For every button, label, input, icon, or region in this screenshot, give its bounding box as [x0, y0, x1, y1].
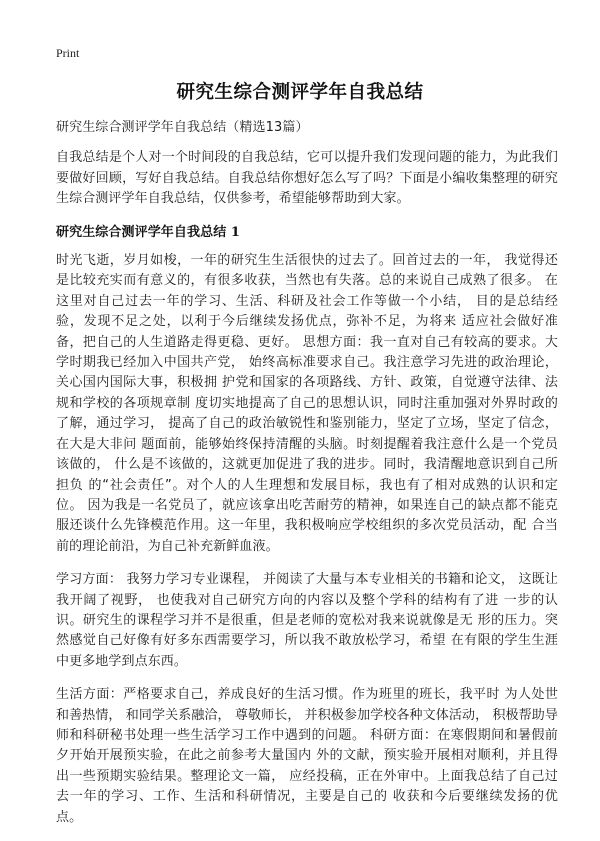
page-title: 研究生综合测评学年自我总结: [176, 82, 424, 103]
intro-paragraph: 自我总结是个人对一个时间段的自我总结，它可以提升我们发现问题的能力，为此我们要做好回顾，写好自我总结。自我总结你想好怎么写了吗？下面是小编收集整理的研究生综合测评学年自我总结，仅供参考，希望能够帮助到大家。: [56, 150, 558, 207]
print-link[interactable]: Print: [56, 46, 80, 60]
body-paragraph-3: 生活方面：严格要求自己，养成良好的生活习惯。作为班里的班长，我平时 为人处世和善热情， 和同学关系融洽， 尊敬师长， 并积极参加学校各种文体活动， 积极帮助导师和科研秘书处理一些生活学习工作中遇到的问题。 科研方面：在寒假期间和暑假前夕开始开展预实验，在此之前参考大量国内 外的文献，预实验开展相对顺利，并且得出一些预期实验结果。整理论文一篇， 应经投稿，正在外审中。上面我总结了自己过去一年的学习、工作、生活和科研情况，主要是自己的 收获和今后要继续发扬的优点。: [56, 687, 558, 825]
subtitle: 研究生综合测评学年自我总结（精选13篇）: [56, 120, 309, 135]
body-paragraph-2: 学习方面： 我努力学习专业课程， 并阅读了大量与本专业相关的书籍和论文， 这既让我开阔了视野， 也使我对自己研究方向的内容以及整个学科的结构有了进 一步的认识。研究生的课程学习并不是很重，但是老师的宽松对我来说就像是无 形的压力。突然感觉自己好像有好多东西需要学习，所以我不敢放松学习，希望 在有限的学生生涯中更多地学到点东西。: [56, 572, 558, 669]
document-body: [56, 118, 558, 841]
section-heading: 研究生综合测评学年自我总结 1: [56, 224, 241, 240]
body-paragraph-1: 时光飞逝，岁月如梭，一年的研究生生活很快的过去了。回首过去的一年， 我觉得还是比较充实而有意义的，有很多收获，当然也有失落。总的来说自己成熟了很多。 在这里对自己过去一年的学习、生活、科研及社会工作等做一个小结， 目的是总结经验，发现不足之处，以利于今后继续发扬优点，弥补不足，为将来 适应社会做好准备，把自己的人生道路走得更稳、更好。 思想方面：我一直对自己有较高的要求。大学时期我已经加入中国共产党， 始终高标准要求自己。我注意学习先进的政治理论，关心国内国际大事，积极拥 护党和国家的各项路线、方针、政策，自觉遵守法律、法规和学校的各项规章制 度切实地提高了自己的思想认识，同时注重加强对外界时政的了解，通过学习， 提高了自己的政治敏锐性和鉴别能力，坚定了立场，坚定了信念，在大是大非问 题面前，能够始终保持清醒的头脑。时刻提醒着我注意什么是一个党员该做的， 什么是不该做的，这就更加促进了我的进步。同时，我清醒地意识到自己所担负 的“社会责任”。对个人的人生理想和发展目标，我也有了相对成熟的认识和定位。 因为我是一名党员了，就应该拿出吃苦耐劳的精神，如果连自己的缺点都不能克 服还谈什么先锋模范作用。这一年里，我积极响应学校组织的多次党员活动，配 合当前的理论前沿，为自己补充新鲜血液。: [56, 253, 558, 554]
